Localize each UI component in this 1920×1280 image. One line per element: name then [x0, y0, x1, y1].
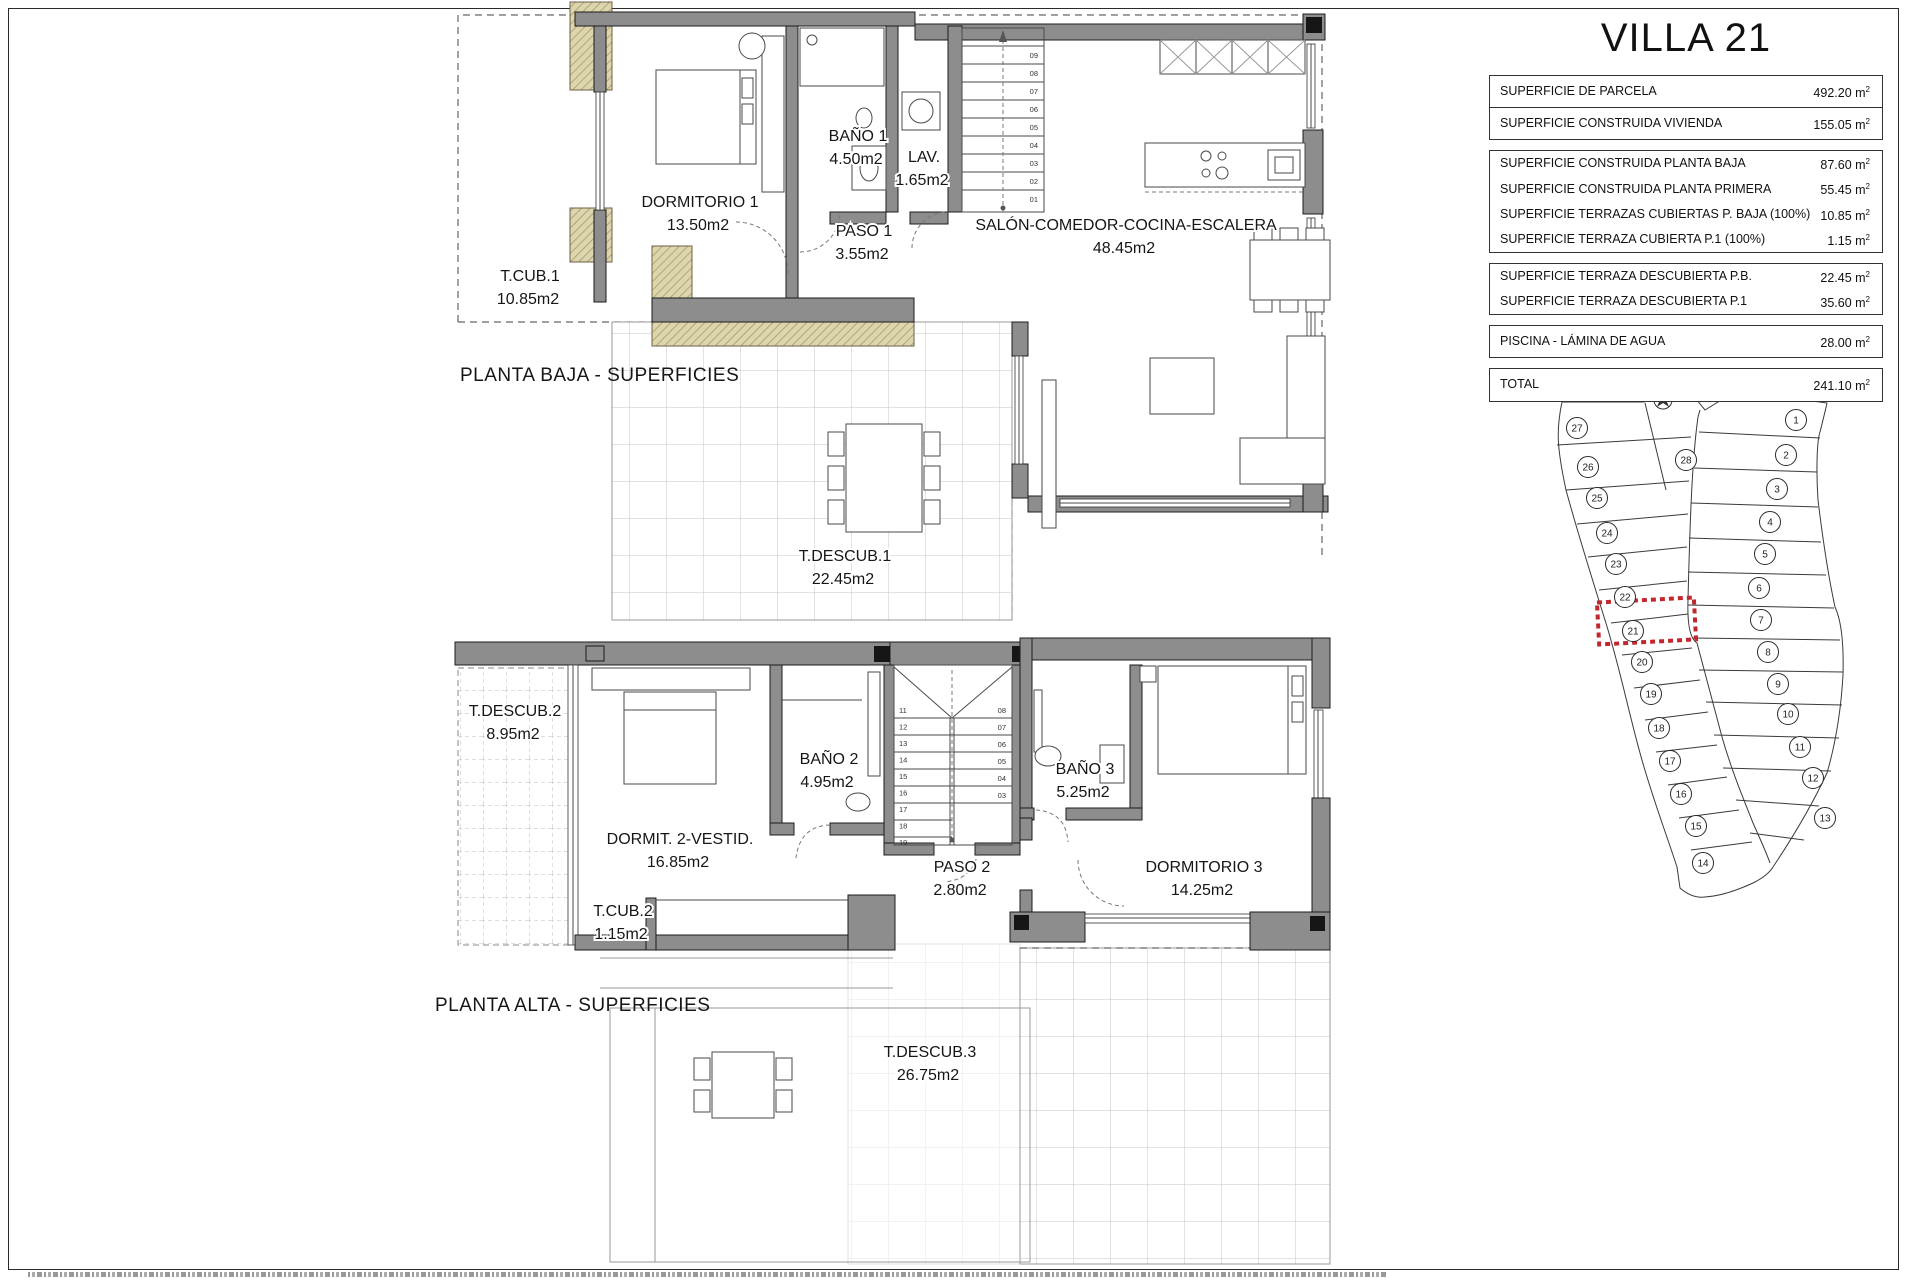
plot-number: 9 — [1775, 679, 1781, 691]
room-label: T.DESCUB.2 — [468, 703, 562, 720]
plot-number: 16 — [1675, 789, 1687, 801]
area-value: 1.15 $m^2$ — [1827, 232, 1870, 248]
stair-step-number: 03 — [997, 791, 1006, 800]
plot-number: 7 — [1758, 615, 1764, 627]
dining-table — [1250, 240, 1330, 300]
area-table-row — [1490, 289, 1882, 314]
room-label: DORMITORIO 3 — [1145, 859, 1263, 876]
area-label: SUPERFICIE TERRAZAS CUBIERTAS P. BAJA (100%) — [1500, 206, 1811, 221]
area-table-row — [1490, 176, 1882, 201]
area-value: 492.20 $m^2$ — [1813, 85, 1870, 101]
stair-step-number: 04 — [997, 774, 1006, 783]
room-area: 8.95m2 — [486, 726, 540, 743]
plot-number: 4 — [1767, 517, 1773, 529]
room-label: BAÑO 3 — [1055, 761, 1115, 778]
shower-1 — [800, 28, 884, 86]
area-value: 155.05 $m^2$ — [1813, 117, 1870, 133]
room-area: 10.85m2 — [496, 291, 560, 308]
plot-number: 20 — [1636, 657, 1648, 669]
room-area: 1.15m2 — [594, 926, 648, 943]
plot-number: 13 — [1819, 813, 1831, 825]
area-table-row — [1490, 107, 1882, 139]
room-label: BAÑO 1 — [828, 128, 888, 145]
room-label: PASO 2 — [933, 859, 991, 876]
site-plan — [1557, 391, 1843, 897]
plot-number: 2 — [1783, 450, 1789, 462]
room-label: T.CUB.1 — [500, 268, 560, 285]
stair-step-number: 11 — [899, 706, 907, 715]
area-table-row — [1490, 202, 1882, 227]
stair-step-number: 03 — [1029, 159, 1038, 168]
area-value: 35.60 $m^2$ — [1820, 295, 1870, 311]
stair-step-number: 08 — [1029, 69, 1038, 78]
plot-number: 5 — [1762, 549, 1768, 561]
kitchen-icons — [1145, 40, 1305, 192]
info-panel — [1489, 16, 1883, 412]
planta-alta-plan — [455, 638, 1330, 1264]
plot-number: 18 — [1653, 723, 1665, 735]
room-label: T.DESCUB.3 — [883, 1044, 977, 1061]
coffee-table — [1150, 358, 1214, 414]
plan-caption-alta: PLANTA ALTA - SUPERFICIES — [435, 995, 711, 1016]
room-label: T.CUB.2 — [593, 903, 653, 920]
plot-number: 23 — [1610, 559, 1622, 571]
plot-number: 17 — [1664, 756, 1676, 768]
area-label: SUPERFICIE TERRAZA DESCUBIERTA P.B. — [1500, 269, 1752, 284]
bed-2 — [624, 692, 716, 784]
area-label: SUPERFICIE TERRAZA CUBIERTA P.1 (100%) — [1500, 231, 1766, 246]
room-area: 3.55m2 — [835, 246, 889, 263]
plot-number: 24 — [1601, 528, 1613, 540]
plot-number: 6 — [1756, 583, 1762, 595]
room-area: 4.50m2 — [829, 151, 883, 168]
area-table-group — [1489, 325, 1883, 358]
area-table-row — [1490, 326, 1882, 357]
furniture-upper — [592, 666, 1306, 811]
room-label: SALÓN-COMEDOR-COCINA-ESCALERA — [975, 217, 1277, 234]
stair-step-number: 13 — [899, 739, 908, 748]
stair-step-number: 06 — [997, 740, 1006, 749]
areas-table — [1489, 75, 1883, 402]
bed-3 — [1158, 666, 1306, 774]
area-table-group — [1489, 263, 1883, 315]
room-area: 13.50m2 — [666, 217, 730, 234]
plot-number: 1 — [1793, 415, 1799, 427]
room-area: 48.45m2 — [1092, 240, 1156, 257]
washer-icon — [902, 92, 940, 130]
area-value: 241.10 $m^2$ — [1813, 378, 1870, 394]
room-label: LAV. — [907, 149, 941, 166]
area-label: SUPERFICIE CONSTRUIDA PLANTA BAJA — [1500, 156, 1746, 171]
room-label: BAÑO 2 — [799, 751, 859, 768]
vestidor-shelf — [592, 668, 750, 690]
room-label: DORMITORIO 1 — [641, 194, 759, 211]
plot-number: 25 — [1591, 493, 1603, 505]
area-value: 22.45 $m^2$ — [1820, 269, 1870, 286]
shower-2 — [868, 672, 880, 776]
planta-baja-plan — [458, 2, 1330, 620]
stair-step-number: 19 — [899, 838, 908, 847]
toilet-1 — [856, 108, 872, 128]
stair-step-number: 17 — [899, 805, 908, 814]
stair-step-number: 18 — [899, 821, 908, 831]
plot-number: 19 — [1645, 689, 1657, 701]
roof-tiles — [848, 944, 1020, 1264]
stair-step-number: 07 — [1029, 87, 1038, 96]
plot-number: 21 — [1627, 626, 1639, 638]
room-label: PASO 1 — [835, 223, 893, 240]
area-table-row — [1490, 264, 1882, 289]
stair-step-number: 08 — [997, 706, 1006, 715]
plot-number: 11 — [1794, 742, 1806, 754]
room-area: 4.95m2 — [800, 774, 854, 791]
room-area: 22.45m2 — [811, 571, 875, 588]
tv-unit — [1042, 380, 1056, 528]
room-area: 1.65m2 — [895, 172, 949, 189]
stair-step-number: 05 — [1029, 123, 1038, 132]
plot-number: 8 — [1765, 647, 1771, 659]
area-table-group — [1489, 368, 1883, 401]
stair-step-number: 14 — [899, 755, 908, 765]
plot-number: 28 — [1680, 455, 1692, 467]
plot-number: 26 — [1582, 462, 1594, 474]
area-table-group — [1489, 150, 1883, 253]
wardrobe-1 — [762, 36, 784, 192]
plot-number: 3 — [1774, 484, 1780, 496]
room-area: 26.75m2 — [896, 1067, 960, 1084]
area-table-group — [1489, 75, 1883, 140]
stair-step-number: 12 — [899, 722, 908, 732]
bed-1 — [656, 70, 756, 164]
room-area: 16.85m2 — [646, 854, 710, 871]
plot-number: 15 — [1690, 821, 1702, 833]
stair-step-number: 02 — [1029, 177, 1038, 186]
plan-caption-baja: PLANTA BAJA - SUPERFICIES — [460, 365, 740, 386]
area-value: 55.45 $m^2$ — [1820, 182, 1870, 198]
plot-number: 22 — [1619, 592, 1631, 604]
stair-step-number: 05 — [997, 757, 1006, 766]
plot-number: 10 — [1782, 709, 1794, 721]
area-value: 10.85 $m^2$ — [1820, 207, 1870, 223]
stair-step-number: 16 — [899, 788, 908, 798]
sink-icon — [1268, 150, 1300, 180]
area-label: SUPERFICIE TERRAZA DESCUBIERTA P.1 — [1500, 294, 1748, 309]
toilet-2 — [846, 793, 870, 811]
plot-number: 14 — [1697, 858, 1709, 870]
stair-step-number: 07 — [997, 723, 1006, 732]
area-table-row — [1490, 151, 1882, 176]
stair-step-number: 15 — [899, 772, 908, 781]
room-area: 2.80m2 — [933, 882, 987, 899]
staircase-upper — [894, 665, 1012, 845]
room-area: 5.25m2 — [1056, 784, 1110, 801]
stair-step-number: 04 — [1029, 141, 1038, 150]
stair-step-number: 09 — [1029, 51, 1038, 60]
area-label: TOTAL — [1500, 377, 1540, 392]
area-label: SUPERFICIE DE PARCELA — [1500, 84, 1657, 99]
terrace-3-tiles — [1020, 948, 1330, 1264]
area-table-row — [1490, 369, 1882, 400]
footer-fineprint — [28, 1272, 1388, 1277]
plot-number: 27 — [1571, 423, 1583, 435]
selected-plot-highlight — [1597, 597, 1696, 644]
area-value: 87.60 $m^2$ — [1820, 157, 1870, 173]
page-title: VILLA 21 — [1600, 16, 1772, 60]
stair-step-number: 01 — [1029, 195, 1038, 204]
area-label: SUPERFICIE CONSTRUIDA VIVIENDA — [1500, 116, 1723, 131]
stair-step-number: 06 — [1029, 105, 1038, 114]
room-label: T.DESCUB.1 — [798, 548, 892, 565]
area-table-row — [1490, 227, 1882, 252]
area-label: PISCINA - LÁMINA DE AGUA — [1500, 334, 1666, 349]
plot-number: 12 — [1807, 773, 1819, 785]
room-area: 14.25m2 — [1170, 882, 1234, 899]
area-label: SUPERFICIE CONSTRUIDA PLANTA PRIMERA — [1500, 181, 1772, 196]
area-table-row — [1490, 76, 1882, 107]
area-value: 28.00 $m^2$ — [1820, 335, 1870, 351]
room-label: DORMIT. 2-VESTID. — [606, 831, 754, 848]
